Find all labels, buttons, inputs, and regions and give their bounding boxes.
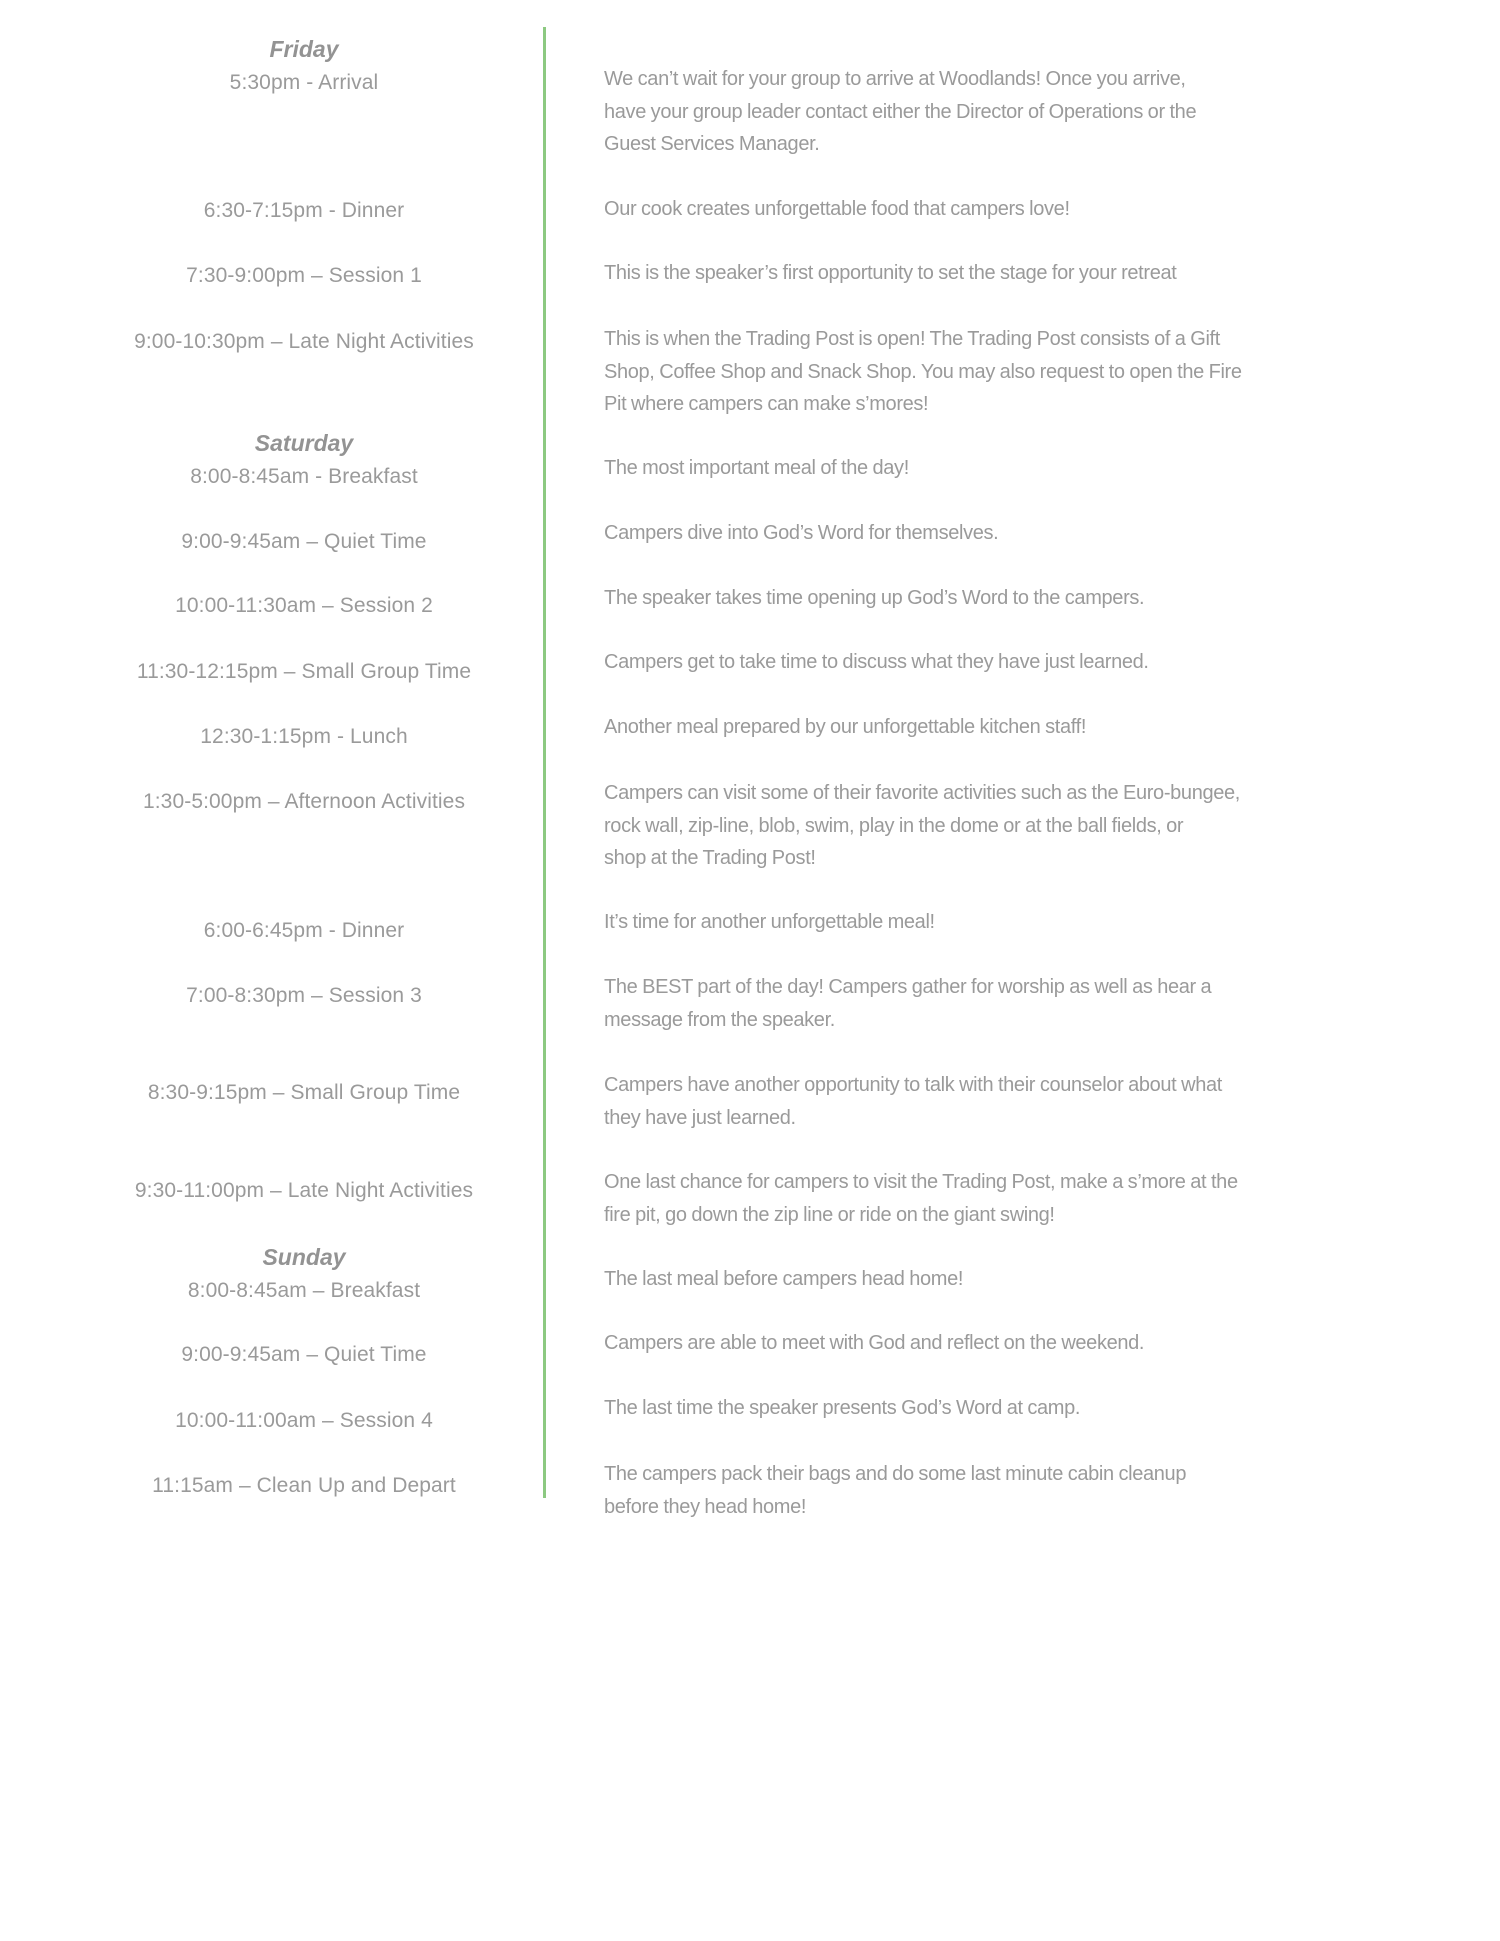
schedule-time: 8:00-8:45am - Breakfast: [190, 465, 418, 488]
description-friday-dinner: [604, 193, 1484, 226]
description-line: Campers dive into God’s Word for themselves.: [604, 522, 999, 544]
day-heading-sunday: Sunday: [262, 1244, 346, 1270]
description-line: Campers get to take time to discuss what they have just learned.: [604, 651, 1149, 673]
schedule-time: 11:30-12:15pm – Small Group Time: [136, 660, 472, 683]
day-heading-friday: Friday: [269, 36, 339, 62]
description-line: It’s time for another unforgettable meal!: [604, 911, 935, 933]
schedule-time: 6:00-6:45pm - Dinner: [203, 919, 405, 942]
schedule-time: 1:30-5:00pm – Afternoon Activities: [142, 790, 466, 813]
description-session-2: [604, 582, 1484, 615]
description-saturday-dinner: [604, 906, 1484, 939]
schedule-time: 9:00-9:45am – Quiet Time: [181, 1343, 427, 1366]
description-saturday-breakfast: [604, 452, 1484, 485]
description-line: Our cook creates unforgettable food that campers love!: [604, 198, 1070, 220]
description-line: Guest Services Manager.: [604, 133, 820, 155]
description-line: The last time the speaker presents God’s Word at camp.: [604, 1397, 1081, 1419]
description-afternoon-activities: [604, 777, 1484, 875]
description-line: have your group leader contact either the Director of Operations or the: [604, 100, 1197, 123]
description-line: One last chance for campers to visit the Trading Post, make a s’more at the: [604, 1171, 1238, 1193]
description-line: Campers are able to meet with God and reflect on the weekend.: [604, 1332, 1145, 1354]
description-sunday-quiet-time: [604, 1327, 1484, 1360]
description-saturday-quiet-time: [604, 517, 1484, 550]
schedule-time: 9:00-9:45am – Quiet Time: [181, 530, 427, 553]
description-line: Campers have another opportunity to talk with their counselor about what: [604, 1074, 1222, 1096]
schedule-time: 9:00-10:30pm – Late Night Activities: [134, 330, 474, 353]
schedule-time: 10:00-11:00am – Session 4: [175, 1409, 433, 1432]
schedule-time: 5:30pm - Arrival: [229, 71, 379, 94]
description-session-1: [604, 257, 1484, 290]
description-line: This is the speaker’s first opportunity to set the stage for your retreat: [604, 262, 1177, 284]
day-heading-saturday: Saturday: [254, 430, 354, 456]
description-line: fire pit, go down the zip line or ride on the giant swing!: [604, 1203, 1055, 1226]
column-divider: [543, 27, 546, 1498]
description-saturday-late-night: [604, 1166, 1484, 1231]
description-small-group-1: [604, 646, 1484, 679]
description-line: This is when the Trading Post is open! The Trading Post consists of a Gift: [604, 328, 1220, 350]
schedule-time: 8:00-8:45am – Breakfast: [187, 1279, 421, 1302]
schedule-time: 8:30-9:15pm – Small Group Time: [147, 1081, 461, 1104]
description-session-3: [604, 971, 1484, 1036]
description-line: The speaker takes time opening up God’s Word to the campers.: [604, 587, 1145, 609]
description-clean-up: [604, 1458, 1484, 1523]
schedule-time: 6:30-7:15pm - Dinner: [203, 199, 405, 222]
description-line: message from the speaker.: [604, 1008, 835, 1031]
description-session-4: [604, 1392, 1484, 1425]
description-line: We can’t wait for your group to arrive at Woodlands! Once you arrive,: [604, 68, 1186, 90]
description-small-group-2: [604, 1069, 1484, 1134]
description-arrival: [604, 63, 1484, 161]
schedule-time: 12:30-1:15pm - Lunch: [200, 725, 408, 748]
description-line: Shop, Coffee Shop and Snack Shop. You may also request to open the Fire: [604, 360, 1242, 383]
description-line: rock wall, zip-line, blob, swim, play in the dome or at the ball fields, or: [604, 814, 1184, 837]
description-line: The BEST part of the day! Campers gather for worship as well as hear a: [604, 976, 1212, 998]
schedule-time: 10:00-11:30am – Session 2: [175, 594, 433, 617]
description-line: The last meal before campers head home!: [604, 1268, 964, 1290]
description-line: The most important meal of the day!: [604, 457, 909, 479]
description-line: before they head home!: [604, 1495, 807, 1518]
schedule-time: 7:00-8:30pm – Session 3: [186, 984, 422, 1007]
schedule-time: 7:30-9:00pm – Session 1: [186, 264, 422, 287]
description-line: Another meal prepared by our unforgettable kitchen staff!: [604, 716, 1087, 738]
description-sunday-breakfast: [604, 1263, 1484, 1296]
description-line: Pit where campers can make s’mores!: [604, 393, 929, 415]
schedule-time: 11:15am – Clean Up and Depart: [152, 1474, 456, 1497]
schedule-time: 9:30-11:00pm – Late Night Activities: [134, 1179, 474, 1202]
description-line: they have just learned.: [604, 1106, 796, 1129]
description-lunch: [604, 711, 1484, 744]
description-line: shop at the Trading Post!: [604, 847, 816, 869]
description-line: The campers pack their bags and do some last minute cabin cleanup: [604, 1463, 1187, 1485]
description-line: Campers can visit some of their favorite activities such as the Euro-bungee,: [604, 782, 1240, 804]
description-friday-late-night: [604, 323, 1484, 421]
